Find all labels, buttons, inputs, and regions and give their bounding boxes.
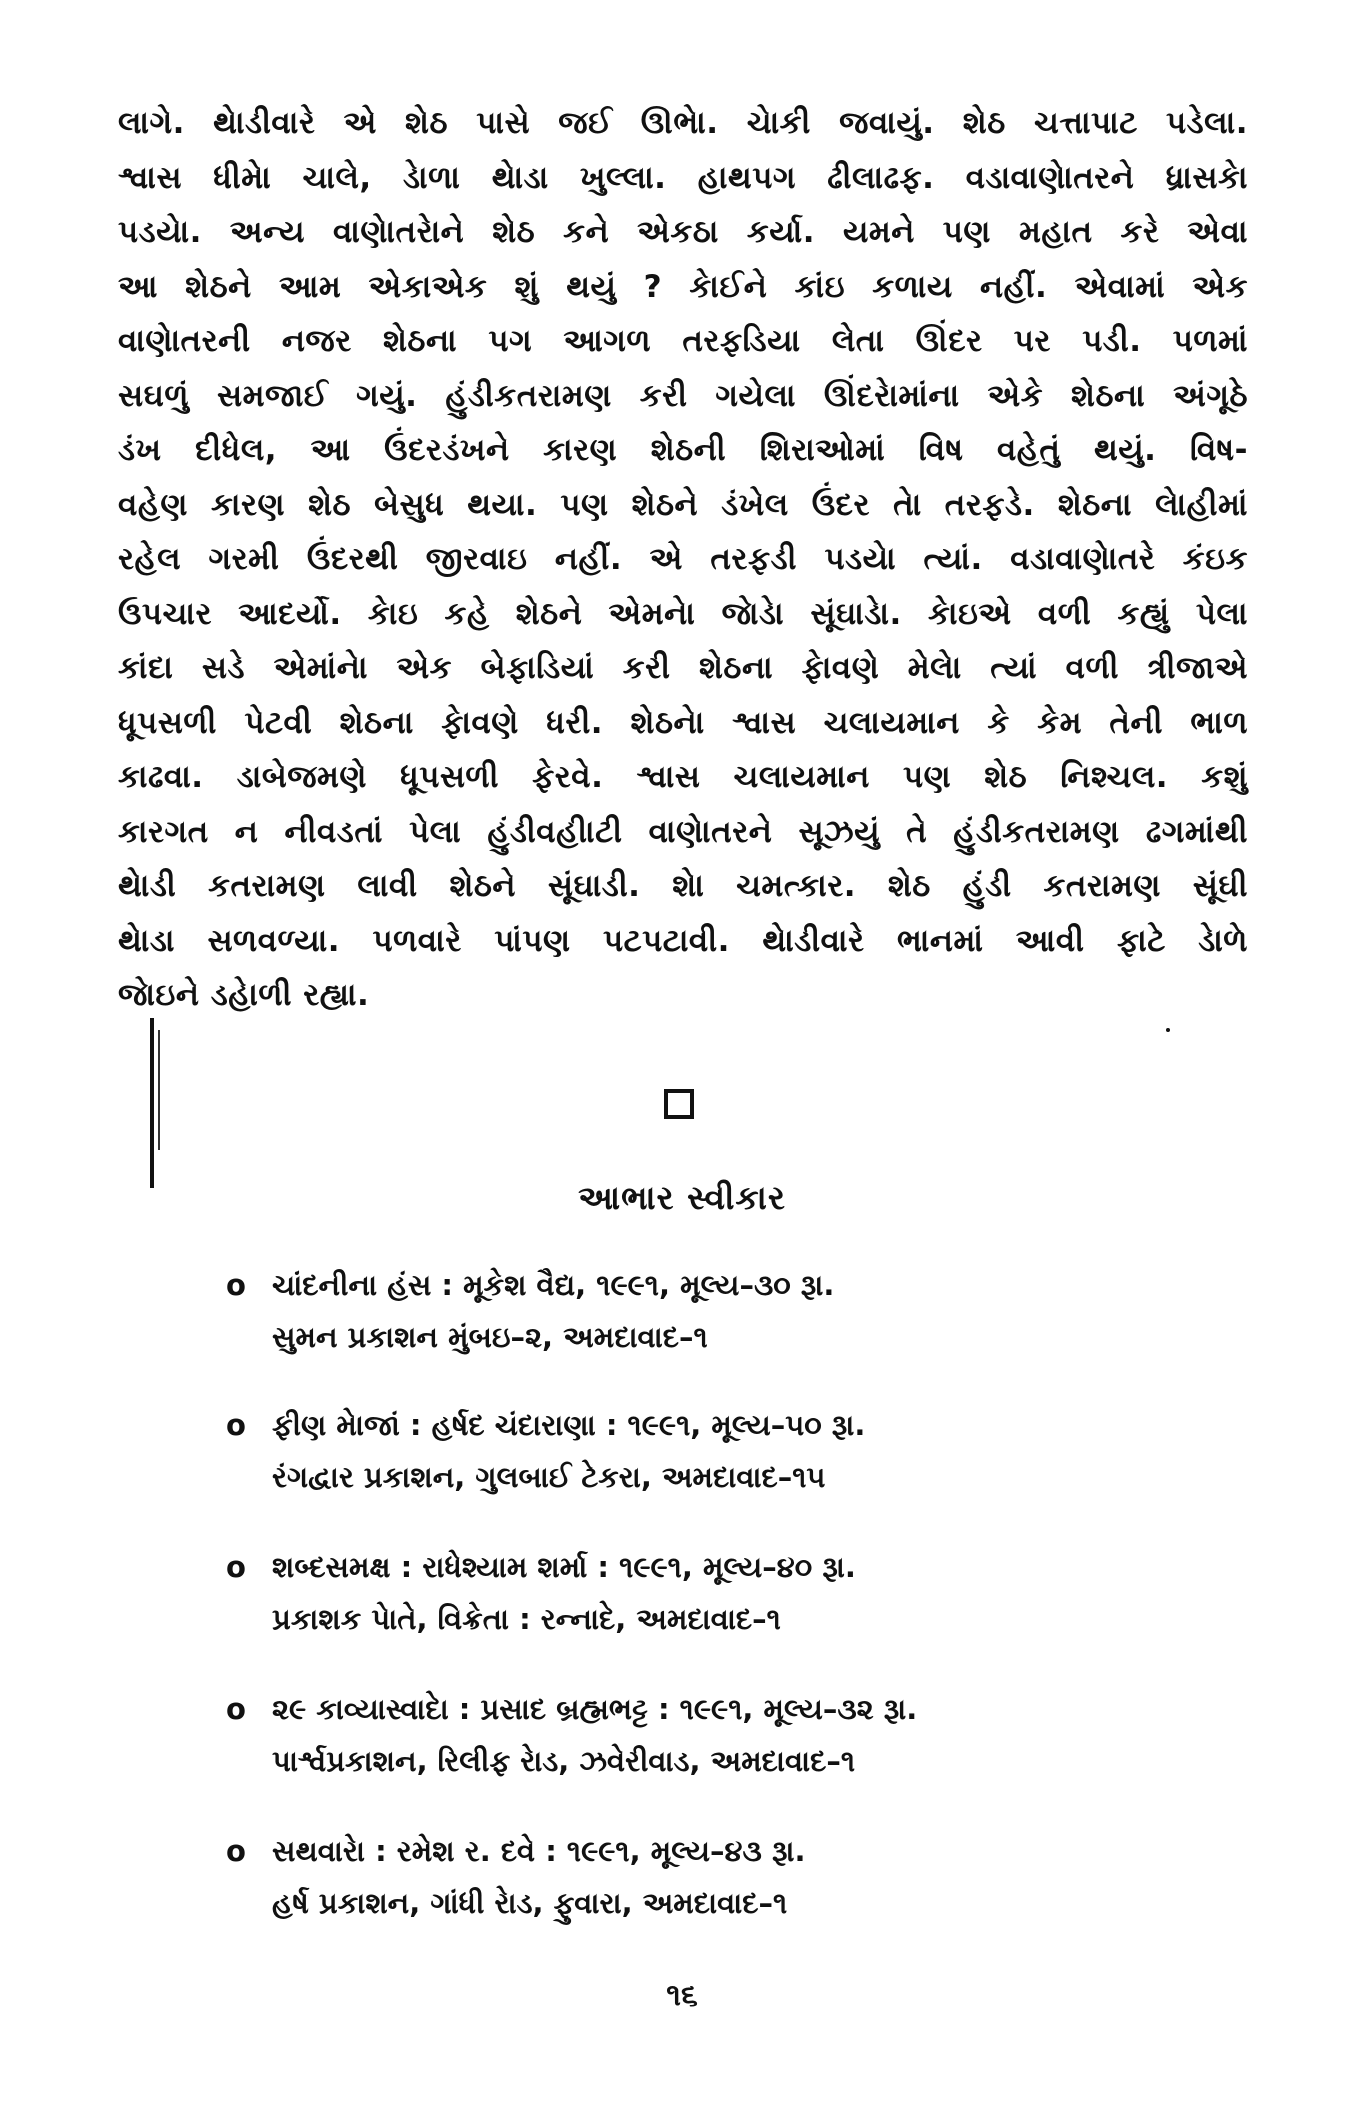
bullet-marker: o [226,1834,246,1868]
margin-rule [158,1030,160,1150]
paragraph-line: થેાડી કતરામણ લાવી શેઠને સૂંઘાડી. શેા ચમત્કાર. શેઠ હુંડી કતરામણ સૂંઘી [118,868,1248,904]
publisher-entry: સુમન પ્રકાશન મુંબઇ–૨, અમદાવાદ–૧ [272,1320,708,1354]
book-entry: ફીણ મેાજાં : હર્ષદ ચંદારાણા : ૧૯૯૧, મૂલ્ય–૫૦ રૂા. [272,1408,866,1442]
print-speck [1166,1028,1170,1032]
publisher-entry: પાર્શ્વપ્રકાશન, રિલીફ રેાડ, ઝવેરીવાડ, અમદાવાદ–૧ [272,1744,856,1778]
paragraph-line: ઉપચાર આદર્યો. કેાઇ કહે શેઠને એમનેા જેાડેા સૂંઘાડેા. કેાઇએ વળી કહ્યું પેલા [118,595,1248,632]
paragraph-line: જેાઇને ડહેાળી રહ્યા. [118,977,370,1013]
publisher-entry: હર્ષ પ્રકાશન, ગાંધી રેાડ, ફુવારા, અમદાવાદ–૧ [272,1886,788,1920]
book-entry: ૨૯ કાવ્યાસ્વાદેા : પ્રસાદ બ્રહ્મભટ્ટ : ૧૯૯૧, મૂલ્ય–૩૨ રૂા. [272,1692,918,1726]
paragraph-line: આ શેઠને આમ એકાએક શું થયું ? કેાઈને કાંઇ કળાય નહીં. એવામાં એક [118,268,1248,305]
book-entry: સથવારેા : રમેશ ર. દવે : ૧૯૯૧, મૂલ્ય–૪૩ રૂા. [272,1834,806,1868]
book-entry: શબ્દસમક્ષ : રાધેશ્યામ શર્મા : ૧૯૯૧, મૂલ્ય–૪૦ રૂા. [272,1550,856,1584]
paragraph-line: કાઢવા. ડાબેજમણે ધૂપસળી ફેરવે. શ્વાસ ચલાયમાન પણ શેઠ નિશ્ચલ. કશું [118,759,1248,795]
margin-rule [150,1018,154,1188]
publisher-entry: રંગદ્વાર પ્રકાશન, ગુલબાઈ ટેકરા, અમદાવાદ–૧૫ [272,1460,826,1494]
paragraph-line: કાંદા સડે એમાંનેા એક બેફાડિયાં કરી શેઠના ફેાવણે મેલેા ત્યાં વળી ત્રીજાએ [118,650,1248,686]
bullet-marker: o [226,1268,246,1302]
paragraph-line: ધૂપસળી પેટવી શેઠના ફેાવણે ધરી. શેઠનેા શ્વાસ ચલાયમાન કે કેમ તેની ભાળ [118,704,1248,741]
book-entry: ચાંદનીના હંસ : મૂકેશ વૈદ્ય, ૧૯૯૧, મૂલ્ય–૩૦ રૂા. [272,1268,835,1302]
publisher-entry: પ્રકાશક પેાતે, વિક્રેતા : રન્નાદે, અમદાવાદ–૧ [272,1602,781,1636]
paragraph-line: થેાડા સળવળ્યા. પળવારે પાંપણ પટપટાવી. થેાડીવારે ભાનમાં આવી ફાટે ડેાળે [118,922,1248,959]
paragraph-line: શ્વાસ ધીમેા ચાલે, ડેાળા થેાડા ખુલ્લા. હાથપગ ઢીલાઢફ. વડાવાણેાતરને ધ્રાસકેા [118,159,1248,196]
paragraph-line: વાણેાતરની નજર શેઠના પગ આગળ તરફડિયા લેતા ઊંદર પર પડી. પળમાં [118,323,1248,359]
section-separator-box [664,1089,694,1119]
paragraph-line: ડંખ દીધેલ, આ ઉંદરડંખને કારણ શેઠની શિરાઓમાં વિષ વહેતું થયું. વિષ- [118,432,1248,468]
bullet-marker: o [226,1408,246,1442]
paragraph-line: સઘળું સમજાઈ ગયું. હુંડીકતરામણ કરી ગયેલા ઊંદરાેમાંના એકે શેઠના અંગૂઠે [118,377,1248,414]
paragraph-line: લાગે. થેાડીવારે એ શેઠ પાસે જઈ ઊભેા. ચેાકી જવાયું. શેઠ ચત્તાપાટ પડેલા. [118,105,1248,141]
body-paragraph [118,96,1248,1023]
bullet-marker: o [226,1692,246,1726]
page-number: ૧૬ [666,1978,698,2013]
paragraph-line: પડયેા. અન્ય વાણેાતરેાને શેઠ કને એકઠા કર્યા. યમને પણ મહાત કરે એવા [118,214,1248,250]
paragraph-line: વહેણ કારણ શેઠ બેસુધ થયા. પણ શેઠને ડંખેલ ઉંદર તેા તરફડે. શેઠના લેાહીમાં [118,486,1248,523]
paragraph-line: કારગત ન નીવડતાં પેલા હુંડીવહીાટી વાણેાતરને સૂઝયું તે હુંડીકતરામણ ઢગમાંથી [118,813,1248,850]
bullet-marker: o [226,1550,246,1584]
paragraph-line: રહેલ ગરમી ઉંદરથી જીરવાઇ નહીં. એ તરફડી પડયેા ત્યાં. વડાવાણેાતરે કંઇક [118,541,1248,577]
section-heading: આભાર સ્વીકાર [578,1178,786,1217]
